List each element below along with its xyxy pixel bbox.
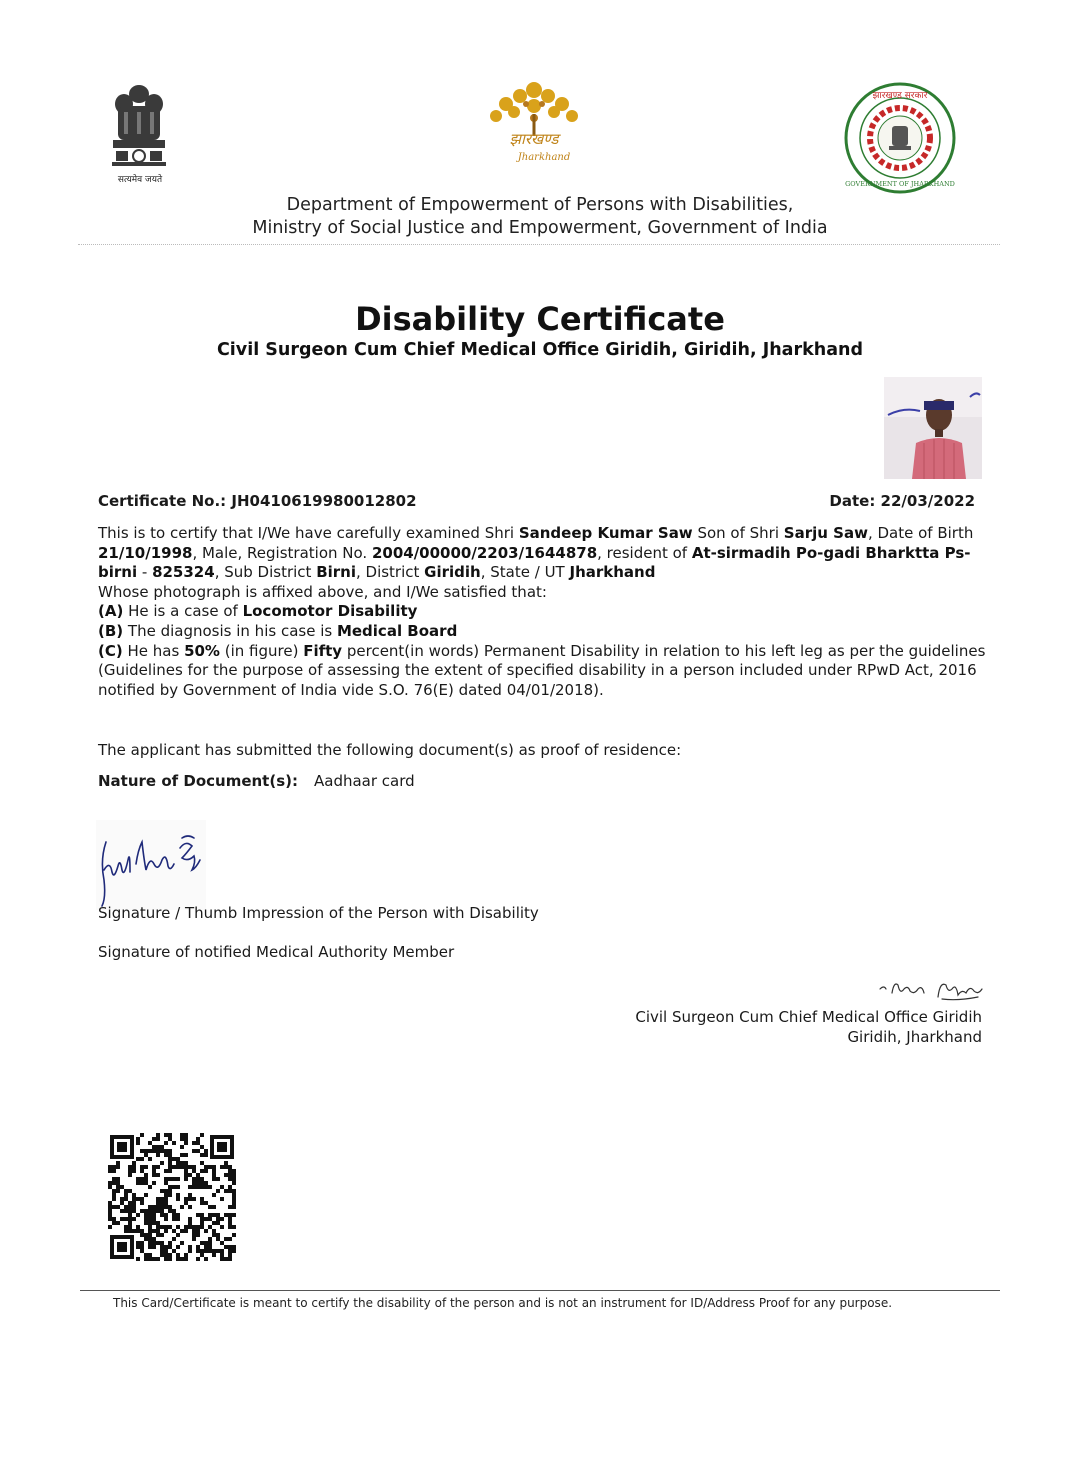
issuing-office-subtitle: Civil Surgeon Cum Chief Medical Office Giridih, Giridih, Jharkhand bbox=[216, 340, 864, 360]
clause-b: (B) The diagnosis in his case is Medical Board bbox=[98, 621, 458, 640]
certificate-date-value: 22/03/2022 bbox=[880, 492, 975, 510]
proof-intro: The applicant has submitted the following document(s) as proof of residence: bbox=[98, 741, 682, 759]
header-divider bbox=[78, 244, 1000, 245]
jharkhand-logo-icon bbox=[484, 78, 584, 170]
applicant-signature bbox=[96, 820, 206, 910]
state: Jharkhand bbox=[569, 563, 656, 582]
nature-label: Nature of Document(s): bbox=[98, 772, 298, 790]
seal-bottom-text: GOVERNMENT OF JHARKHAND bbox=[845, 180, 955, 188]
applicant-signature-caption: Signature / Thumb Impression of the Person with Disability bbox=[98, 904, 539, 922]
date-of-birth: 21/10/1998 bbox=[98, 543, 193, 562]
disability-percent: 50% bbox=[184, 641, 220, 660]
certificate-title: Disability Certificate bbox=[355, 300, 725, 338]
nature-of-documents bbox=[98, 772, 415, 790]
medical-authority-caption: Signature of notified Medical Authority Member bbox=[98, 943, 455, 961]
applicant-name: Sandeep Kumar Saw bbox=[518, 524, 693, 542]
district: Giridih bbox=[424, 563, 481, 582]
certificate-date: Date: 22/03/2022 bbox=[829, 492, 975, 510]
office-line-1: Civil Surgeon Cum Chief Medical Office Giridih bbox=[635, 1008, 982, 1026]
department-line-2: Ministry of Social Justice and Empowerment, Government of India bbox=[252, 218, 828, 238]
clause-a: (A) He is a case of Locomotor Disability bbox=[98, 602, 418, 621]
certification-body bbox=[98, 524, 988, 700]
pin-code: 825324 bbox=[152, 563, 215, 582]
logo-english-text: Jharkhand bbox=[517, 152, 571, 163]
department-line-1: Department of Empowerment of Persons with Disabilities, bbox=[286, 195, 794, 215]
civil-surgeon-signature bbox=[878, 975, 988, 1005]
government-seal-icon bbox=[844, 82, 956, 194]
diagnosis: Medical Board bbox=[336, 621, 458, 640]
emblem-caption: सत्यमेव जयते bbox=[117, 175, 163, 185]
registration-number: 2004/00000/2203/1644878 bbox=[371, 543, 598, 562]
disability-type: Locomotor Disability bbox=[242, 602, 418, 621]
nature-value: Aadhaar card bbox=[314, 772, 415, 790]
footer-disclaimer: This Card/Certificate is meant to certify the disability of the person and is not an instrument for ID/Address Proof for any purpose. bbox=[113, 1296, 893, 1310]
photograph-statement: Whose photograph is affixed above, and I/We satisfied that: bbox=[98, 582, 547, 601]
logo-hindi-text: झारखण्ड bbox=[509, 130, 559, 148]
office-line-2: Giridih, Jharkhand bbox=[847, 1028, 982, 1046]
certification-paragraph: This is to certify that I/We have carefully examined Shri Sandeep Kumar Saw Son of Shri Sarju Saw, Date of Birth 21/10/1998, Male, Registration No. 2004/00000/2203/1644878, resident of At-sirmadih Po-gadi Bharktta Ps-birni - 825324, Sub District Birni, District Giridih, State / UT Jharkhand bbox=[98, 524, 974, 582]
disability-percent-words: Fifty bbox=[303, 641, 343, 660]
seal-top-text: झारखण्ड सरकार bbox=[872, 91, 928, 101]
applicant-photo bbox=[884, 377, 982, 479]
certificate-number-value: JH0410619980012802 bbox=[231, 492, 417, 510]
father-name: Sarju Saw bbox=[783, 524, 868, 542]
resident-address: At-sirmadih Po-gadi Bharktta Ps-birni bbox=[98, 543, 971, 582]
clause-c: (C) He has 50% (in figure) Fifty percent(in words) Permanent Disability in relation to his left leg as per the guidelines (Guidelines for the purpose of assessing the extent of specified disability in a person included under RPwD Act, 2016 notified by Government of India vide S.O. 76(E) dated 04/01/2018). bbox=[98, 641, 986, 699]
footer-divider bbox=[80, 1290, 1000, 1291]
sub-district: Birni bbox=[316, 563, 356, 582]
qr-code[interactable] bbox=[108, 1133, 236, 1261]
certificate-number: Certificate No.: JH0410619980012802 bbox=[98, 492, 417, 510]
